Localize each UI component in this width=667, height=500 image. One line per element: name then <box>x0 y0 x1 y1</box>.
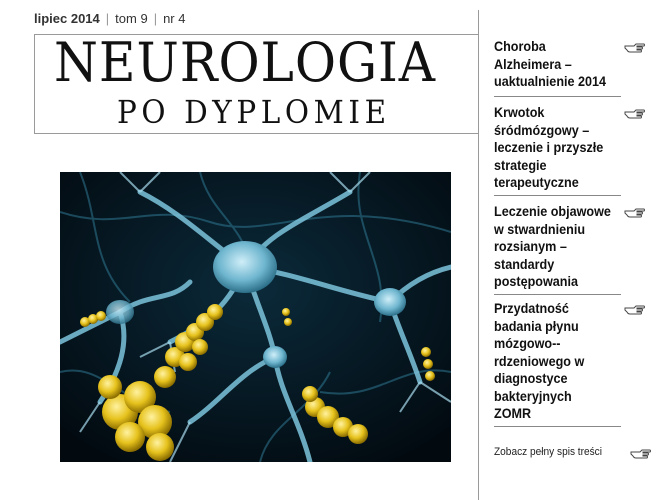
cover-image <box>60 172 451 462</box>
toc-divider <box>494 294 621 295</box>
journal-title: NEUROLOGIA <box>54 31 436 94</box>
toc-item-title[interactable]: Przydatność badania płynu mózgowo--rdzeniowego w diagnostyce bakteryjnych ZOMR <box>494 300 585 421</box>
issue-date: lipiec 2014 <box>34 11 100 26</box>
toc-item[interactable] <box>494 104 654 192</box>
journal-subtitle: PO DYPLOMIE <box>117 93 391 131</box>
masthead <box>34 31 478 134</box>
pointing-hand-icon[interactable] <box>624 302 646 316</box>
issue-info <box>34 11 185 26</box>
full-toc-link[interactable]: Zobacz pełny spis treści <box>494 446 602 458</box>
toc-item[interactable] <box>494 38 654 91</box>
pointing-hand-icon[interactable] <box>624 40 646 54</box>
separator: | <box>105 11 110 26</box>
neuron-illustration <box>60 172 451 462</box>
issue-volume: tom 9 <box>115 11 148 26</box>
toc-item[interactable] <box>494 300 654 423</box>
toc-divider <box>494 426 621 427</box>
column-divider <box>478 10 479 500</box>
toc-divider <box>494 96 621 97</box>
toc-item-title[interactable]: Krwotok śródmózgowy – leczenie i przyszłe strategie terapeutyczne <box>494 104 604 190</box>
toc-item-title[interactable]: Choroba Alzheimera – uaktualnienie 2014 <box>494 38 607 89</box>
pointing-hand-icon[interactable] <box>624 106 646 120</box>
pointing-hand-icon[interactable] <box>624 205 646 219</box>
toc-item[interactable] <box>494 203 654 291</box>
toc-item-title[interactable]: Leczenie objawowe w stwardnieniu rozsianym – standardy postępowania <box>494 203 611 289</box>
issue-number: nr 4 <box>163 11 186 26</box>
separator: | <box>153 11 158 26</box>
toc-divider <box>494 195 621 196</box>
pointing-hand-icon[interactable] <box>630 446 652 460</box>
